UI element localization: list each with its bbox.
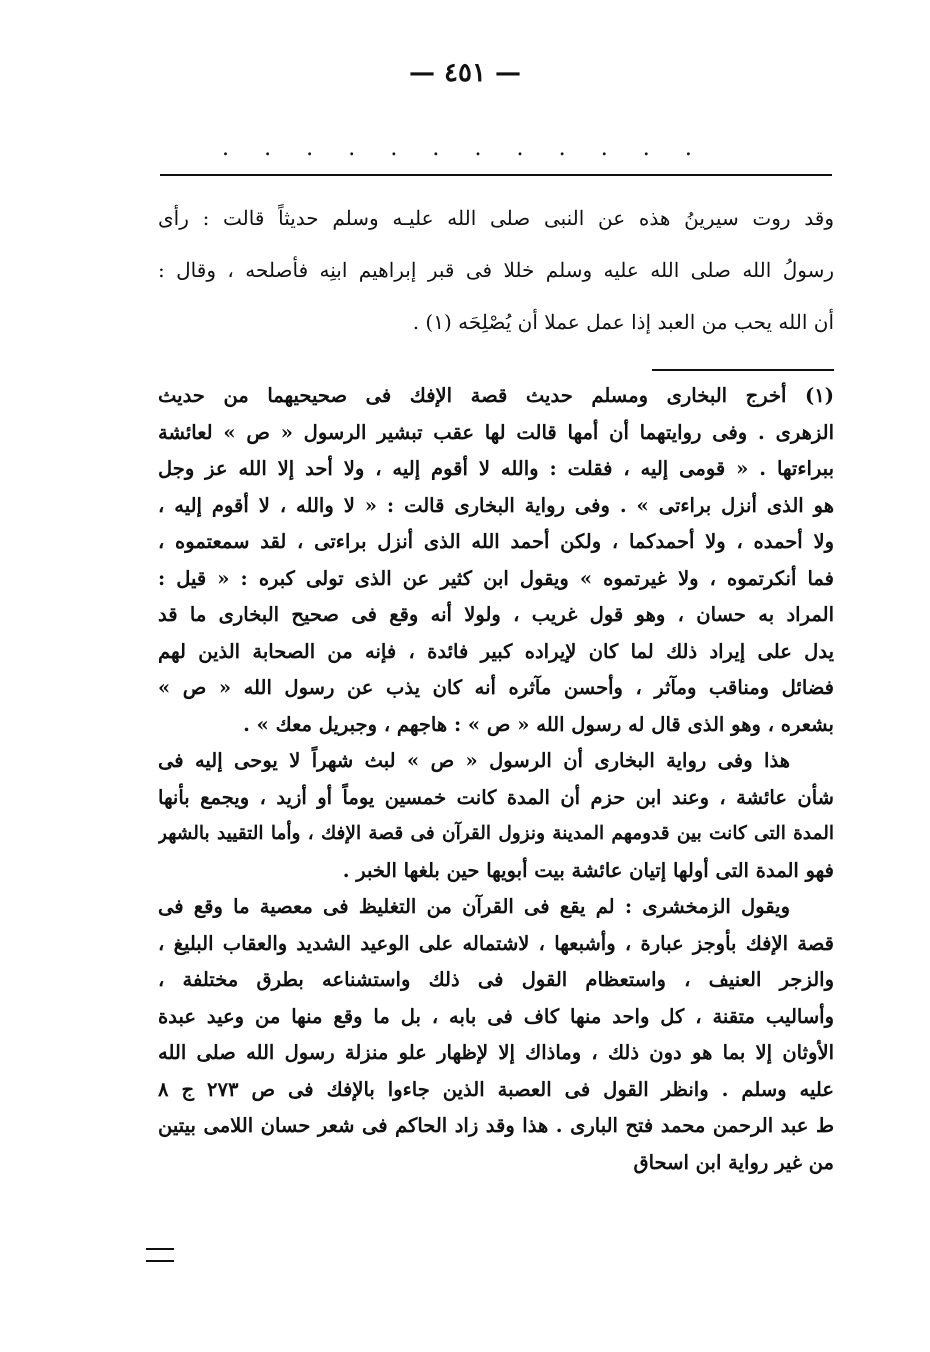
footnote-line: الزهرى . وفى روايتهما أن أمها قالت لها عقب تبشير الرسول « ص » لعائشة xyxy=(158,420,834,444)
footnote-line: وأساليب متقنة ، كل واحد منها كاف فى بابه ، بل ما وقع منها من وعيد عبدة xyxy=(158,1004,834,1028)
footnote-line: فضائل ومناقب ومآثر ، وأحسن مآثره أنه كان يذب عن رسول الله « ص » xyxy=(158,676,834,699)
footnote-line: (١) أخرج البخارى ومسلم حديث قصة الإفك فى صحيحيهما من حديث xyxy=(158,384,834,407)
end-mark xyxy=(146,1248,174,1262)
main-text xyxy=(158,192,834,348)
footnote-line: ويقول الزمخشرى : لم يقع فى القرآن من التغليظ فى معصية ما وقع فى xyxy=(158,895,790,918)
separator-dot: . xyxy=(348,136,356,161)
separator-dot: . xyxy=(432,136,440,161)
footnote-line: الأوثان إلا بما هو دون ذلك ، وماذاك إلا لإظهار علو منزلة رسول الله صلى الله xyxy=(158,1041,834,1064)
footnote-line: فهو المدة التى أولها إتيان عائشة بيت أبويها حين بلغها الخبر . xyxy=(342,858,834,882)
separator-dot: . xyxy=(474,136,482,161)
separator-dot: . xyxy=(684,136,692,161)
main-text-line: أن الله يحب من العبد إذا عمل عملا أن يُصْلِحَه (١) . xyxy=(412,310,834,334)
header-rule xyxy=(160,174,832,176)
main-text-line: وقد روت سيرينُ هذه عن النبى صلى الله عليـه وسلم حديثاً قالت : رأى xyxy=(158,206,834,230)
page-number: — ٤٥١ — xyxy=(408,58,522,88)
separator-dot: . xyxy=(516,136,524,161)
footnote-line: والزجر العنيف ، واستعظام القول فى ذلك واستشناعه بطرق مختلفة ، xyxy=(158,968,834,991)
footnote-line: شأن عائشة ، وعند ابن حزم أن المدة كانت خمسين يوماً أو أزيد ، ويجمع بأنها xyxy=(158,785,834,809)
separator-dot: . xyxy=(306,136,314,161)
footnote xyxy=(158,378,834,1181)
footnote-line: المدة التى كانت بين قدومهم المدينة ونزول القرآن فى قصة الإفك ، وأما التقييد بالشهر xyxy=(158,823,834,844)
separator-dot: . xyxy=(642,136,650,161)
footnote-line: عليه وسلم . وانظر القول فى العصبة الذين جاءوا بالإفك فى ص ٢٧٣ ج ٨ xyxy=(158,1077,834,1101)
separator-dot: . xyxy=(264,136,272,161)
footnote-line: ط عبد الرحمن محمد فتح البارى . هذا وقد زاد الحاكم فى شعر حسان اللامى بيتين xyxy=(158,1114,834,1137)
main-text-line: رسولُ الله صلى الله عليه وسلم خللا فى قبر إبراهيم ابنِه فأصلحه ، وقال : xyxy=(158,258,834,282)
footnote-line: فما أنكرتموه ، ولا غيرتموه » ويقول ابن كثير عن الذى تولى كبره : « قيل : xyxy=(158,566,834,590)
separator-dot: . xyxy=(222,136,229,161)
separator-dot: . xyxy=(558,136,566,161)
footnote-line: من غير رواية ابن اسحاق xyxy=(633,1150,834,1174)
dots-separator xyxy=(222,138,692,160)
footnote-rule xyxy=(652,369,834,371)
footnote-line: المراد به حسان ، وهو قول غريب ، ولولا أنه وقع فى صحيح البخارى ما قد xyxy=(158,603,834,626)
footnote-line: يدل على إيراد ذلك لما كان لإيراده كبير فائدة ، فإنه من الصحابة الذين لهم xyxy=(158,639,834,663)
footnote-line: هذا وفى رواية البخارى أن الرسول « ص » لبث شهراً لا يوحى إليه فى xyxy=(158,749,790,772)
footnote-line: ببراءتها . « قومى إليه ، فقلت : والله لا أقوم إليه ، ولا أحد إلا الله عز وجل xyxy=(158,457,834,480)
footnote-line: قصة الإفك بأوجز عبارة ، وأشبعها ، لاشتماله على الوعيد الشديد والعقاب البليغ ، xyxy=(158,931,834,955)
separator-dot: . xyxy=(390,136,398,161)
footnote-line: ولا أحمده ، ولا أحمدكما ، ولكن أحمد الله الذى أنزل براءتى ، لقد سمعتموه ، xyxy=(158,530,834,553)
separator-dot: . xyxy=(600,136,608,161)
footnote-line: هو الذى أنزل براءتى » . وفى رواية البخارى قالت : « لا والله ، لا أقوم إليه ، xyxy=(158,493,834,517)
footnote-line: بشعره ، وهو الذى قال له رسول الله « ص » : هاجهم ، وجبريل معك » . xyxy=(243,712,834,736)
